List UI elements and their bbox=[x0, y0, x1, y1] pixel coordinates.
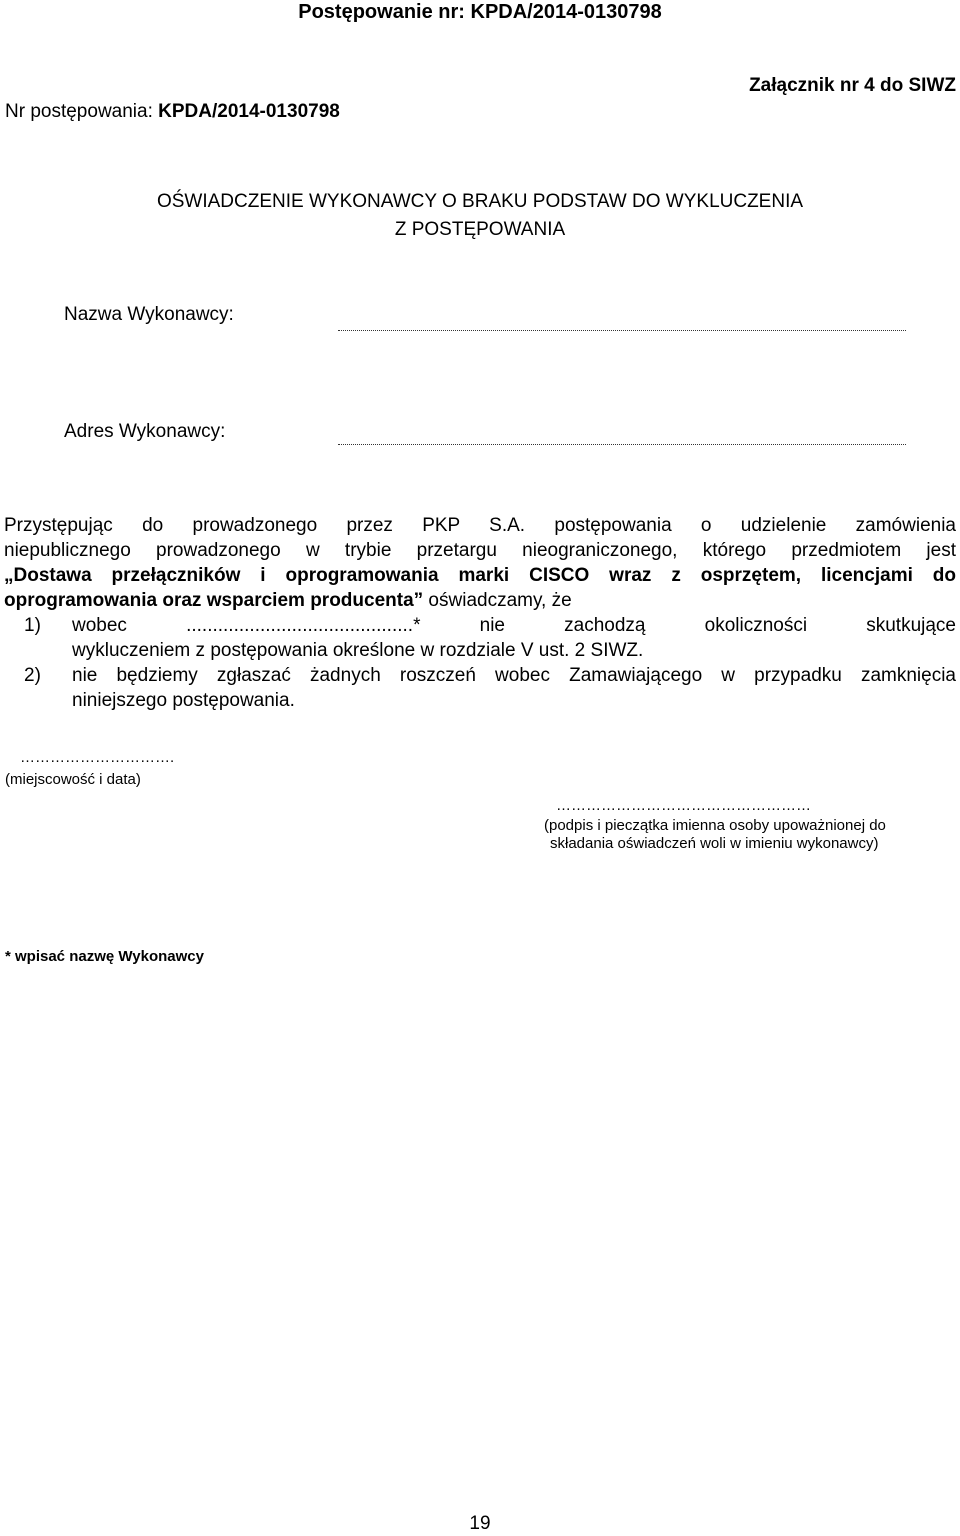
list-item bbox=[24, 613, 956, 663]
signature-dots: …………………………………………… bbox=[556, 797, 811, 814]
footnote: * wpisać nazwę Wykonawcy bbox=[5, 948, 204, 965]
contractor-name-field[interactable] bbox=[338, 330, 906, 331]
page-number: 19 bbox=[469, 1513, 491, 1534]
annex-label: Załącznik nr 4 do SIWZ bbox=[749, 75, 956, 96]
signature-label-line1: (podpis i pieczątka imienna osoby upoważnionej do bbox=[544, 817, 886, 834]
list-item-line: nie będziemy zgłaszać żadnych roszczeń wobec Zamawiającego w przypadku zamknięcia bbox=[72, 665, 956, 686]
paragraph-line-bold: „Dostawa przełączników i oprogramowania marki CISCO wraz z osprzętem, licencjami do bbox=[4, 565, 956, 586]
list-item bbox=[24, 663, 956, 713]
paragraph-line bbox=[4, 588, 956, 613]
list-item-number: 1) bbox=[24, 615, 41, 636]
declaration-heading-line2: Z POSTĘPOWANIA bbox=[394, 219, 566, 240]
contractor-address-field[interactable] bbox=[338, 444, 906, 445]
list-item-number: 2) bbox=[24, 665, 41, 686]
case-number-label: Nr postępowania: bbox=[5, 101, 159, 122]
place-date-label: (miejscowość i data) bbox=[5, 771, 141, 788]
list-item-line: niniejszego postępowania. bbox=[72, 690, 295, 711]
contractor-name-label: Nazwa Wykonawcy: bbox=[64, 304, 234, 325]
paragraph-line: Przystępując do prowadzonego przez PKP S.A. postępowania o udzielenie zamówienia bbox=[4, 515, 956, 536]
signature-label-line2: składania oświadczeń woli w imieniu wykonawcy) bbox=[550, 835, 879, 852]
list-item-line: wobec ...........................................* nie zachodzą okoliczności skutkujące bbox=[72, 615, 956, 636]
page-header-title: Postępowanie nr: KPDA/2014-0130798 bbox=[298, 1, 662, 23]
paragraph-line: niepublicznego prowadzonego w trybie przetargu nieograniczonego, którego przedmiotem jest bbox=[4, 540, 956, 561]
declaration-heading-line1: OŚWIADCZENIE WYKONAWCY O BRAKU PODSTAW DO WYKLUCZENIA bbox=[156, 191, 804, 212]
place-date-dots: …………………………. bbox=[20, 749, 175, 766]
list-item-line: wykluczeniem z postępowania określone w rozdziale V ust. 2 SIWZ. bbox=[72, 640, 644, 661]
declaration-paragraph bbox=[4, 513, 956, 613]
paragraph-fragment: oświadczamy, że bbox=[423, 590, 572, 611]
case-number-value: KPDA/2014-0130798 bbox=[158, 101, 340, 122]
case-number-line bbox=[5, 100, 340, 124]
contractor-address-label: Adres Wykonawcy: bbox=[64, 421, 226, 442]
paragraph-bold-fragment: oprogramowania oraz wsparciem producenta” bbox=[4, 590, 424, 611]
